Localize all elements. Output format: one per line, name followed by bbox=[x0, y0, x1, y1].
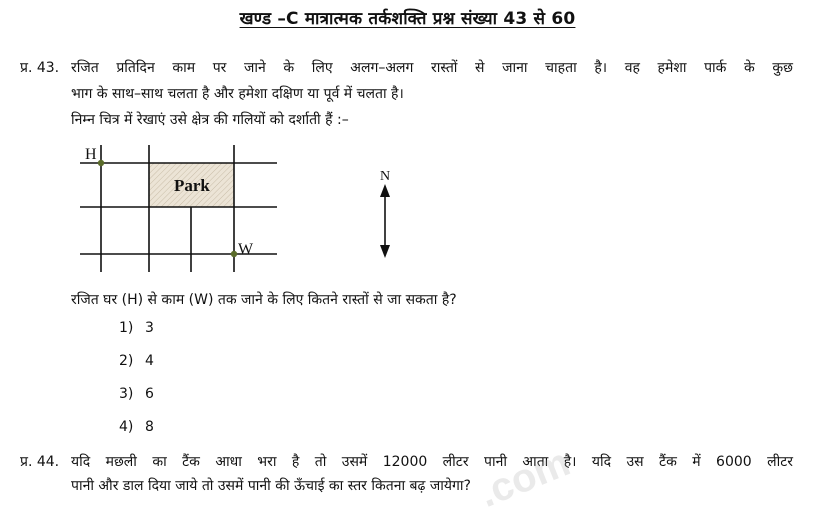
home-point bbox=[98, 160, 104, 166]
option-3 bbox=[119, 386, 154, 402]
option-3-number: 3) bbox=[119, 386, 134, 402]
question-44-line-2: पानी और डाल दिया जाये तो उसमें पानी की ऊँचाई का स्तर कितना बढ़ जायेगा? bbox=[71, 478, 471, 494]
arrow-up-icon bbox=[380, 184, 390, 197]
question-44-line-1: यदि मछली का टैंक आधा भरा है तो उसमें 12000 लीटर पानी आता है। यदि उस टैंक में 6000 लीटर bbox=[71, 454, 793, 470]
question-44-number: प्र. 44. bbox=[20, 454, 60, 470]
north-arrow bbox=[380, 169, 390, 258]
option-3-text: 6 bbox=[145, 386, 154, 402]
arrow-down-icon bbox=[380, 245, 390, 258]
work-point bbox=[231, 251, 237, 257]
question-43-line-2: भाग के साथ–साथ चलता है और हमेशा दक्षिण या पूर्व में चलता है। bbox=[71, 86, 404, 102]
option-4-text: 8 bbox=[145, 419, 154, 435]
option-1-number: 1) bbox=[119, 320, 134, 336]
north-label: N bbox=[380, 169, 391, 184]
option-4 bbox=[119, 419, 154, 435]
option-1-text: 3 bbox=[145, 320, 154, 336]
section-heading-text: खण्ड –C मात्रात्मक तर्कशक्ति प्रश्न संख्या 43 से 60 bbox=[239, 9, 576, 29]
option-2-number: 2) bbox=[119, 353, 134, 369]
work-label: W bbox=[238, 241, 254, 258]
question-43-line-3: निम्न चित्र में रेखाएं उसे क्षेत्र की गलियों को दर्शाती हैं :– bbox=[71, 112, 349, 128]
option-2 bbox=[119, 353, 154, 369]
question-43-line-1: रजित प्रतिदिन काम पर जाने के लिए अलग–अलग रास्तों से जाना चाहता है। वह हमेशा पार्क के कुछ bbox=[71, 60, 793, 76]
watermark: .com bbox=[472, 440, 577, 516]
home-label: H bbox=[85, 146, 97, 163]
option-2-text: 4 bbox=[145, 353, 154, 369]
option-1 bbox=[119, 320, 154, 336]
park-label: Park bbox=[174, 176, 210, 195]
option-4-number: 4) bbox=[119, 419, 134, 435]
question-43-number: प्र. 43. bbox=[20, 60, 60, 76]
question-43-prompt: रजित घर (H) से काम (W) तक जाने के लिए कितने रास्तों से जा सकता है? bbox=[71, 292, 457, 308]
